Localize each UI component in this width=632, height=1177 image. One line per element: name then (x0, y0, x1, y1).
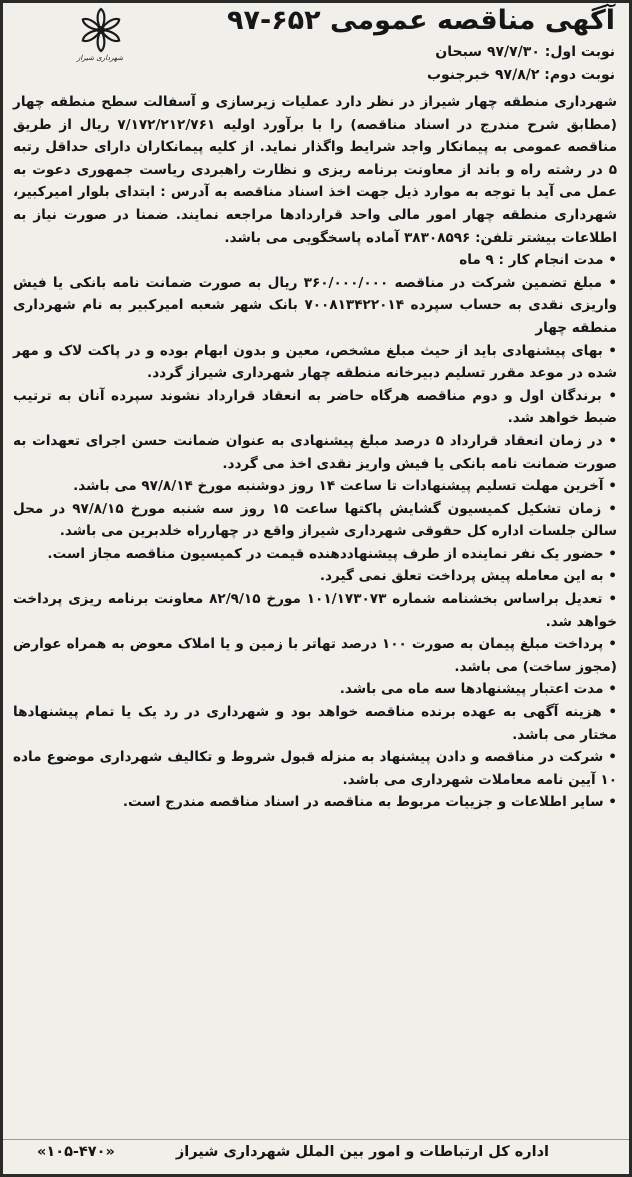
issuing-office: اداره کل ارتباطات و امور بین الملل شهرداری شیراز (175, 1144, 549, 1160)
condition-item: • پرداخت مبلغ پیمان به صورت ۱۰۰ درصد تهاتر با زمین و یا املاک معوض به همراه عوارض (مجوز ساخت) می باشد. (13, 633, 617, 678)
second-round-date: نوبت دوم: ۹۷/۸/۲ خبرجنوب (426, 67, 615, 83)
condition-item: • شرکت در مناقصه و دادن پیشنهاد به منزله قبول شروط و تکالیف شهرداری موضوع ماده ۱۰ آیین نامه معاملات شهرداری می باشد. (13, 746, 617, 791)
condition-item: • بهای پیشنهادی باید از حیث مبلغ مشخص، معین و بدون ابهام بوده و در پاکت لاک و مهر شده در موعد مقرر تسلیم دبیرخانه منطقه چهار شهرداری شیراز گردد. (13, 340, 617, 385)
condition-item: • مدت اعتبار پیشنهادها سه ماه می باشد. (13, 678, 617, 701)
condition-item: • زمان تشکیل کمیسیون گشایش پاکتها ساعت ۱۵ روز سه شنبه مورخ ۹۷/۸/۱۵ در محل سالن جلسات اداره کل حقوقی شهرداری شیراز واقع در چهارراه خلدبرین می باشد. (13, 498, 617, 543)
notice-title: آگهی مناقصه عمومی ۶۵۲-۹۷ (227, 5, 615, 36)
notice-body (13, 91, 617, 814)
condition-item: • آخرین مهلت تسلیم پیشنهادات تا ساعت ۱۴ روز دوشنبه مورخ ۹۷/۸/۱۴ می باشد. (13, 475, 617, 498)
notice-code: «۱۰۵-۴۷۰» (37, 1144, 115, 1160)
first-round-date: نوبت اول: ۹۷/۷/۳۰ سبحان (435, 44, 615, 60)
publication-dates (427, 41, 615, 87)
condition-item: • مدت انجام کار : ۹ ماه (13, 249, 617, 272)
notice-footer (3, 1139, 629, 1168)
condition-item: • مبلغ تضمین شرکت در مناقصه ۳۶۰/۰۰۰/۰۰۰ ریال به صورت ضمانت نامه بانکی یا فیش واریزی نقدی به حساب سپرده ۷۰۰۸۱۳۴۲۲۰۱۴ بانک شهر شعبه امیرکبیر به نام شهرداری منطقه چهار (13, 272, 617, 340)
notice-header (3, 3, 629, 83)
intro-paragraph: شهرداری منطقه چهار شیراز در نظر دارد عملیات زیرسازی و آسفالت سطح منطقه چهار (مطابق شرح مندرج در اسناد مناقصه) را با برآورد اولیه ۷/۱۷۲/۲۱۲/۷۶۱ ریال از طریق مناقصه عمومی به پیمانکار واجد شرایط واگذار نماید. از کلیه پیمانکاران دارای حداقل رتبه ۵ در رشته راه و باند از معاونت برنامه ریزی و نظارت راهبردی ریاست جمهوری دعوت به عمل می آید با توجه به موارد ذیل جهت اخذ اسناد مناقصه به آدرس : ابتدای بلوار امیرکبیر، شهرداری منطقه چهار امور مالی واحد قراردادها مراجعه نمایند. ضمنا در صورت نیاز به اطلاعات بیشتر تلفن: ۳۸۳۰۸۵۹۶ آماده پاسخگویی می باشد. (13, 94, 617, 246)
condition-item: • سایر اطلاعات و جزییات مربوط به مناقصه در اسناد مناقصه مندرج است. (13, 791, 617, 814)
condition-item: • هزینه آگهی به عهده برنده مناقصه خواهد بود و شهرداری در رد یک یا تمام پیشنهادها مختار می باشد. (13, 701, 617, 746)
municipality-flower-logo-icon (65, 6, 135, 62)
condition-item: • تعدیل براساس بخشنامه شماره ۱۰۱/۱۷۳۰۷۳ مورخ ۸۲/۹/۱۵ معاونت برنامه ریزی پرداخت خواهد شد. (13, 588, 617, 633)
condition-item: • برندگان اول و دوم مناقصه هرگاه حاضر به انعقاد قرارداد نشوند سپرده آنان به ترتیب ضبط خواهد شد. (13, 385, 617, 430)
condition-item: • حضور یک نفر نماینده از طرف پیشنهاددهنده قیمت در کمیسیون مناقصه مجاز است. (13, 543, 617, 566)
condition-item: • به این معامله پیش پرداخت تعلق نمی گیرد. (13, 565, 617, 588)
condition-item: • در زمان انعقاد قرارداد ۵ درصد مبلغ پیشنهادی به عنوان ضمانت حسن اجرای تعهدات به صورت ضمانت نامه بانکی یا فیش واریز نقدی اخذ می گردد. (13, 430, 617, 475)
logo-caption: شهرداری شیراز (76, 54, 124, 62)
